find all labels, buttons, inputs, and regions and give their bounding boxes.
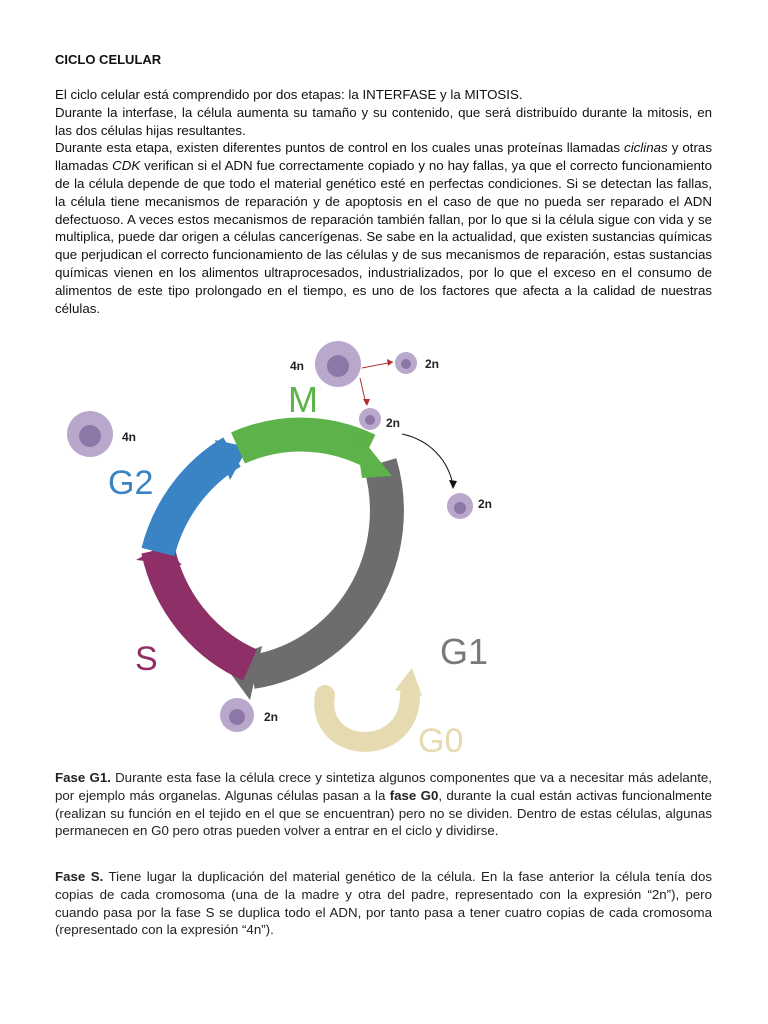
fase-s-paragraph: [55, 868, 712, 939]
g1-arc: [252, 463, 387, 672]
intro-text: verifican si el ADN fue correctamente copiado y no hay fallas, ya que el correcto funcionamiento de la célula depende de que todo el material genético esté en perfectas condiciones. Si se detectan las fallas, la célula tiene mecanismos de reparación y de apoptosis en el caso de que no pueda ser reparado el ADN defectuoso. A veces estos mecanismos de reparación también fallan, por lo que si la célula sigue con vida y se multiplica, puede dar origen a células cancerígenas. Se sabe en la actualidad, que existen sustancias químicas que perjudican el correcto funcionamiento de las células y de sus mecanismos de reparación, estas sustancias químicas vienen en los alimentos ultraprocesados, industrializados, por lo que el exceso en el consumo de alimentos de este tipo prolongado en el tiempo, es uno de los factores que afecta a la calidad de nuestras células.: [55, 158, 712, 316]
intro-section: [55, 86, 712, 317]
curved-arrow: [402, 434, 453, 485]
cell-cycle-diagram: [50, 330, 510, 766]
phase-label-g2: G2: [108, 464, 154, 502]
phase-label-g0: G0: [418, 722, 464, 760]
curved-arrow-head: [449, 480, 457, 489]
cell-label-2n-bottom: 2n: [264, 710, 279, 724]
cell-label-2n-top-right: 2n: [425, 357, 440, 371]
g0-arc: [324, 695, 410, 742]
arrow-head-down-m: [363, 399, 370, 406]
cell-label-2n-right: 2n: [478, 497, 493, 511]
cell-label-4n-left: 4n: [122, 430, 137, 444]
intro-paragraph-2: Durante la interfase, la célula aumenta su tamaño y su contenido, que será distribuído durante la mitosis, en las dos células hijas resultantes.: [55, 104, 712, 138]
intro-paragraph-3: [55, 139, 712, 317]
cell-4n-left: [67, 411, 113, 457]
cell-2n-bottom: [220, 698, 254, 732]
cell-2n-right: [447, 493, 473, 519]
fase-g1-label: Fase G1.: [55, 770, 111, 785]
phase-label-g1: G1: [440, 631, 489, 672]
page-title: CICLO CELULAR: [55, 52, 162, 67]
fase-g0-term: fase G0: [389, 787, 439, 803]
g2-arc: [158, 452, 232, 552]
intro-paragraph-1: El ciclo celular está comprendido por dos etapas: la INTERFASE y la MITOSIS.: [55, 87, 523, 102]
fase-g1-section: [55, 769, 712, 840]
arrow-head-top-right: [387, 359, 393, 366]
phase-label-s: S: [135, 640, 158, 678]
intro-text: y otras llamadas: [55, 140, 712, 174]
intro-text: Durante esta etapa, existen diferentes puntos de control en los cuales unas proteínas llamadas: [55, 140, 625, 156]
g0-arrowhead: [395, 668, 422, 696]
fase-g1-text: , durante la cual están activas funcionalmente (realizan su función en el tejido en el que se encuentran) pero no se dividen. Dentro de estas células, algunas permanecen en G0 pero otras pueden volver a entrar en el ciclo y dividirse.: [55, 787, 713, 839]
fase-s-label: Fase S.: [55, 869, 104, 884]
cell-label-4n-top: 4n: [290, 359, 305, 373]
fase-g1-paragraph: [55, 769, 712, 840]
m-arc: [238, 435, 368, 450]
cell-label-2n-after-m: 2n: [386, 416, 401, 430]
cell-2n-top-right: [395, 352, 417, 374]
fase-s-section: [55, 868, 712, 939]
phase-label-m: M: [288, 379, 318, 420]
cdk-term: CDK: [112, 158, 141, 174]
fase-g1-text: Durante esta fase la célula crece y sintetiza algunos componentes que va a necesitar más adelante, por ejemplo más organelas. Algunas células pasan a la: [55, 770, 712, 803]
s-arc: [158, 550, 250, 665]
cell-2n-after-m: [359, 408, 381, 430]
ciclinas-term: ciclinas: [624, 140, 668, 156]
cell-4n-top: [315, 341, 361, 387]
fase-s-text: Tiene lugar la duplicación del material genético de la célula. En la fase anterior la célula tenía dos copias de cada cromosoma (una de la madre y otra del padre, representado con la expresión “2n”), pero cuando pasa por la fase S se duplica todo el ADN, por tanto pasa a tener cuatro copias de cada cromosoma (representado con la expresión “4n”).: [55, 869, 712, 938]
